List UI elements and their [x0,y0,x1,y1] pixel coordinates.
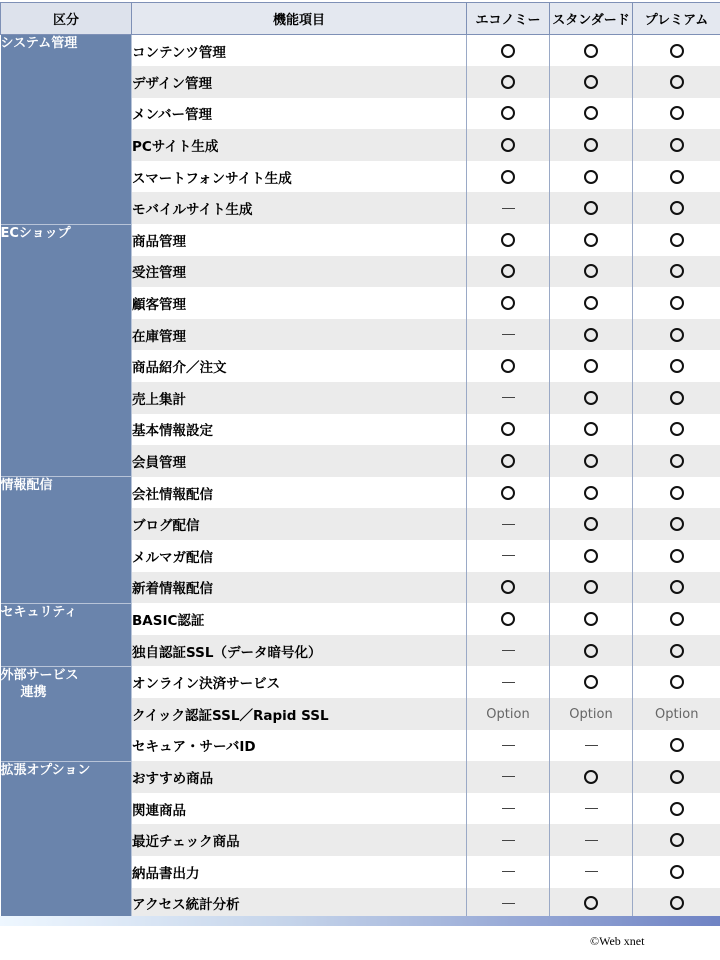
available-circle-icon [501,44,515,58]
unavailable-dash-icon [502,397,515,398]
feature-name: スマートフォンサイト生成 [132,161,467,193]
category-cell [1,35,132,225]
standard-availability [550,666,633,698]
premium-availability [633,761,720,793]
category-cell [1,477,132,603]
available-circle-icon [670,138,684,152]
unavailable-dash-icon [502,808,515,809]
unavailable-dash-icon [502,208,515,209]
available-circle-icon [584,106,598,120]
available-circle-icon [584,422,598,436]
available-circle-icon [670,170,684,184]
feature-name: 新着情報配信 [132,572,467,604]
available-circle-icon [501,580,515,594]
standard-availability [550,382,633,414]
standard-availability [550,508,633,540]
standard-availability [550,572,633,604]
available-circle-icon [584,486,598,500]
feature-name: 会社情報配信 [132,477,467,509]
category-cell [1,603,132,666]
premium-availability [633,66,720,98]
standard-availability [550,129,633,161]
feature-name: セキュア・サーバID [132,730,467,762]
available-circle-icon [501,454,515,468]
available-circle-icon [670,359,684,373]
option-label: Option [655,706,699,722]
premium-availability [633,730,720,762]
economy-availability [467,35,550,67]
feature-name: 独自認証SSL（データ暗号化） [132,635,467,667]
feature-name: 商品紹介／注文 [132,350,467,382]
available-circle-icon [670,201,684,215]
feature-name: アクセス統計分析 [132,888,467,920]
table-body [1,35,720,920]
feature-name: 売上集計 [132,382,467,414]
economy-availability [467,129,550,161]
available-circle-icon [501,486,515,500]
feature-name: メルマガ配信 [132,540,467,572]
table-row [1,666,720,698]
available-circle-icon [584,580,598,594]
available-circle-icon [584,44,598,58]
feature-name: 顧客管理 [132,287,467,319]
feature-name: ブログ配信 [132,508,467,540]
available-circle-icon [584,391,598,405]
unavailable-dash-icon [502,524,515,525]
premium-availability [633,793,720,825]
header-row [1,3,720,35]
available-circle-icon [584,264,598,278]
available-circle-icon [584,454,598,468]
standard-availability [550,350,633,382]
available-circle-icon [670,865,684,879]
category-label: 連携 [20,684,47,700]
premium-availability [633,666,720,698]
unavailable-dash-icon [585,840,598,841]
available-circle-icon [670,833,684,847]
premium-availability [633,603,720,635]
available-circle-icon [670,896,684,910]
available-circle-icon [670,517,684,531]
available-circle-icon [501,233,515,247]
unavailable-dash-icon [585,871,598,872]
economy-availability [467,730,550,762]
standard-availability [550,224,633,256]
economy-availability [467,635,550,667]
standard-availability [550,66,633,98]
category-cell [1,761,132,919]
available-circle-icon [670,391,684,405]
table-row [1,761,720,793]
unavailable-dash-icon [585,745,598,746]
available-circle-icon [584,896,598,910]
available-circle-icon [501,359,515,373]
feature-name: 会員管理 [132,445,467,477]
economy-availability [467,98,550,130]
category-label: システム管理 [0,36,78,51]
available-circle-icon [670,233,684,247]
available-circle-icon [584,517,598,531]
unavailable-dash-icon [502,840,515,841]
available-circle-icon [670,296,684,310]
available-circle-icon [584,138,598,152]
premium-availability [633,477,720,509]
unavailable-dash-icon [502,871,515,872]
unavailable-dash-icon [502,745,515,746]
economy-availability [467,793,550,825]
available-circle-icon [670,264,684,278]
unavailable-dash-icon [585,808,598,809]
available-circle-icon [670,549,684,563]
economy-availability [467,414,550,446]
available-circle-icon [670,75,684,89]
premium-availability [633,508,720,540]
available-circle-icon [501,106,515,120]
economy-availability [467,761,550,793]
standard-availability [550,256,633,288]
standard-availability [550,414,633,446]
available-circle-icon [584,675,598,689]
premium-availability [633,572,720,604]
premium-availability [633,888,720,920]
standard-availability [550,793,633,825]
available-circle-icon [670,44,684,58]
premium-availability [633,824,720,856]
available-circle-icon [670,644,684,658]
unavailable-dash-icon [502,334,515,335]
economy-availability [467,477,550,509]
available-circle-icon [501,170,515,184]
feature-name: オンライン決済サービス [132,666,467,698]
available-circle-icon [670,486,684,500]
standard-availability [550,477,633,509]
available-circle-icon [670,580,684,594]
available-circle-icon [670,675,684,689]
category-label: 情報配信 [0,478,53,494]
unavailable-dash-icon [502,555,515,556]
premium-availability [633,129,720,161]
feature-name: 基本情報設定 [132,414,467,446]
standard-availability [550,161,633,193]
economy-availability [467,540,550,572]
economy-availability [467,287,550,319]
premium-availability [633,540,720,572]
option-label: Option [486,706,530,722]
economy-availability [467,445,550,477]
unavailable-dash-icon [502,903,515,904]
header-economy-plan: エコノミー [467,3,550,35]
standard-availability [550,35,633,67]
economy-availability [467,161,550,193]
economy-availability [467,572,550,604]
premium-availability [633,161,720,193]
economy-availability [467,856,550,888]
available-circle-icon [670,454,684,468]
standard-availability [550,287,633,319]
available-circle-icon [584,233,598,247]
available-circle-icon [584,644,598,658]
available-circle-icon [584,75,598,89]
available-circle-icon [584,359,598,373]
available-circle-icon [501,612,515,626]
premium-availability [633,224,720,256]
economy-availability [467,319,550,351]
premium-availability [633,98,720,130]
category-label: 外部サービス [0,667,79,683]
available-circle-icon [584,612,598,626]
copyright-text: ©Web xnet [590,934,645,948]
premium-availability [633,287,720,319]
unavailable-dash-icon [502,776,515,777]
feature-name: コンテンツ管理 [132,35,467,67]
economy-availability [467,382,550,414]
economy-availability [467,66,550,98]
feature-name: 在庫管理 [132,319,467,351]
header-category: 区分 [1,3,132,35]
available-circle-icon [584,201,598,215]
standard-availability [550,730,633,762]
feature-name: モバイルサイト生成 [132,192,467,224]
standard-availability [550,698,633,730]
available-circle-icon [670,106,684,120]
category-cell [1,224,132,477]
economy-availability [467,256,550,288]
available-circle-icon [501,296,515,310]
feature-name: 最近チェック商品 [132,824,467,856]
category-label: 拡張オプション [0,762,91,778]
premium-availability [633,35,720,67]
header-premium-plan: プレミアム [633,3,720,35]
available-circle-icon [584,170,598,184]
table-row [1,224,720,256]
available-circle-icon [501,264,515,278]
available-circle-icon [501,422,515,436]
standard-availability [550,540,633,572]
premium-availability [633,856,720,888]
standard-availability [550,761,633,793]
category-cell [1,666,132,761]
feature-name: 納品書出力 [132,856,467,888]
premium-availability [633,382,720,414]
feature-name: デザイン管理 [132,66,467,98]
available-circle-icon [584,328,598,342]
standard-availability [550,603,633,635]
economy-availability [467,350,550,382]
standard-availability [550,98,633,130]
feature-name: クイック認証SSL／Rapid SSL [132,698,467,730]
standard-availability [550,824,633,856]
economy-availability [467,224,550,256]
standard-availability [550,445,633,477]
feature-name: BASIC認証 [132,603,467,635]
feature-name: PCサイト生成 [132,129,467,161]
available-circle-icon [670,738,684,752]
available-circle-icon [670,422,684,436]
standard-availability [550,192,633,224]
footer-gradient-bar [0,916,720,926]
table-row [1,603,720,635]
available-circle-icon [584,296,598,310]
header-standard-plan: スタンダード [550,3,633,35]
feature-name: 関連商品 [132,793,467,825]
premium-availability [633,698,720,730]
feature-name: 商品管理 [132,224,467,256]
standard-availability [550,635,633,667]
feature-comparison-table [0,2,720,920]
available-circle-icon [584,549,598,563]
standard-availability [550,319,633,351]
premium-availability [633,192,720,224]
premium-availability [633,445,720,477]
premium-availability [633,635,720,667]
table-row [1,477,720,509]
category-label: ECショップ [0,225,71,241]
economy-availability [467,888,550,920]
economy-availability [467,698,550,730]
premium-availability [633,319,720,351]
header-feature: 機能項目 [132,3,467,35]
premium-availability [633,256,720,288]
economy-availability [467,192,550,224]
available-circle-icon [670,328,684,342]
standard-availability [550,856,633,888]
economy-availability [467,603,550,635]
premium-availability [633,350,720,382]
feature-name: 受注管理 [132,256,467,288]
available-circle-icon [670,770,684,784]
available-circle-icon [501,75,515,89]
table-row [1,35,720,67]
available-circle-icon [670,802,684,816]
economy-availability [467,824,550,856]
economy-availability [467,666,550,698]
economy-availability [467,508,550,540]
standard-availability [550,888,633,920]
available-circle-icon [670,612,684,626]
option-label: Option [569,706,613,722]
feature-name: メンバー管理 [132,98,467,130]
available-circle-icon [501,138,515,152]
unavailable-dash-icon [502,650,515,651]
available-circle-icon [584,770,598,784]
category-label: セキュリティ [0,604,78,620]
premium-availability [633,414,720,446]
unavailable-dash-icon [502,682,515,683]
feature-name: おすすめ商品 [132,761,467,793]
